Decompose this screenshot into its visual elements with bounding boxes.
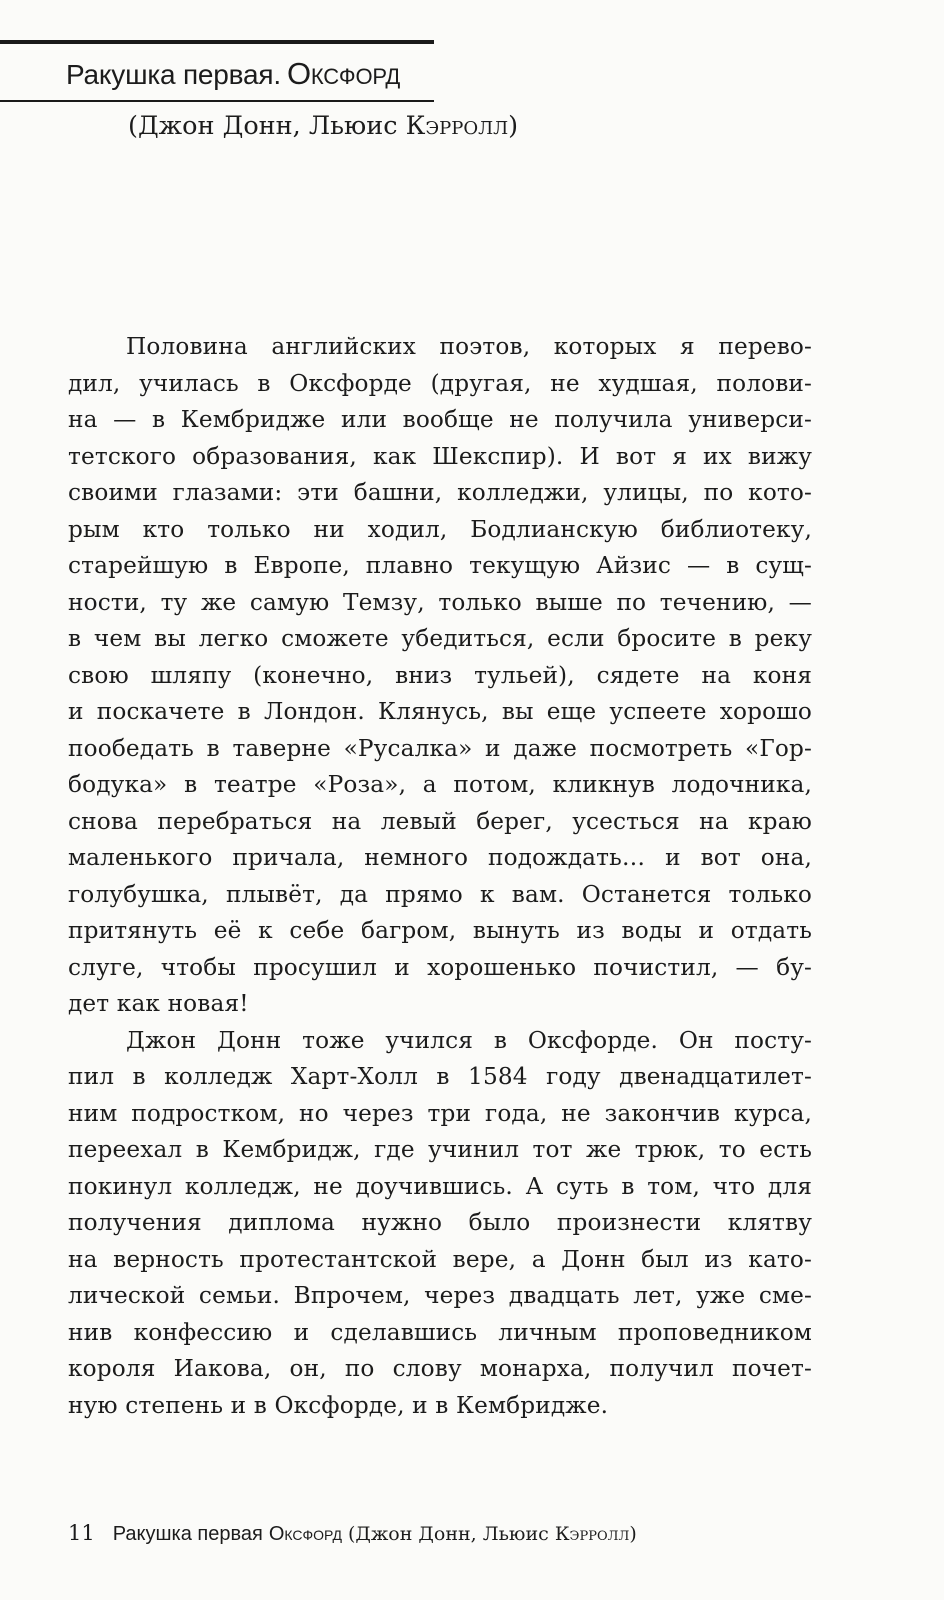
text-line: переехал в Кембридж, где учинил тот же трюк, то есть (68, 1136, 812, 1163)
text-line: ности, ту же самую Темзу, только выше по течению, — (68, 588, 812, 616)
footer-subtitle-name: Кэрролл (554, 1523, 630, 1545)
body-text (68, 329, 812, 1424)
text-line: ним подростком, но через три года, не закончив курса, (68, 1099, 812, 1127)
text-line: маленького причала, немного подождать… и вот она, (68, 844, 812, 871)
subtitle-close: ) (508, 111, 519, 141)
text-line: пил в колледж Харт-Холл в 1584 году двенадцатилет- (68, 1063, 812, 1090)
text-line: пообедать в таверне «Русалка» и даже посмотреть «Гор- (68, 734, 812, 762)
text-line: дет как новая! (68, 990, 249, 1017)
text-line: покинул колледж, не доучившись. А суть в том, что для (68, 1172, 812, 1200)
text-line: старейшую в Европе, плавно текущую Айзис — в сущ- (68, 552, 812, 579)
footer-subtitle (348, 1523, 637, 1545)
text-line: получения диплома нужно было произнести клятву (68, 1209, 812, 1236)
text-line: Половина английских поэтов, которых я перево- (126, 333, 812, 360)
text-line: лической семьи. Впрочем, через двадцать лет, уже сме- (68, 1282, 812, 1309)
chapter-heading (66, 56, 400, 92)
text-line: нив конфессию и сделавшись личным проповедником (68, 1318, 812, 1346)
text-line: бодука» в театре «Роза», а потом, кликнув лодочника, (68, 771, 812, 798)
text-line: и поскачете в Лондон. Клянусь, вы еще успеете хорошо (68, 698, 812, 725)
text-line: снова перебраться на левый берег, усесться на краю (68, 807, 812, 835)
footer-subtitle-text: (Джон Донн, Льюис (347, 1523, 555, 1545)
header-top-rule (0, 40, 434, 44)
chapter-city: Оксфорд (286, 56, 401, 91)
text-line: короля Иакова, он, по слову монарха, получил почет- (68, 1355, 812, 1382)
text-line: на верность протестантской вере, а Донн был из като- (68, 1245, 812, 1273)
paragraph (68, 1023, 812, 1425)
text-line: ную степень и в Оксфорде, и в Кембридже. (68, 1391, 609, 1419)
footer-city: Оксфорд (268, 1523, 342, 1545)
text-line: Джон Донн тоже учился в Оксфорде. Он посту- (126, 1026, 812, 1054)
subtitle-name: Кэрролл (405, 111, 509, 141)
header-bottom-rule (0, 100, 434, 102)
page-number: 11 (68, 1521, 95, 1545)
text-line: на — в Кембридже или вообще не получила универси- (68, 406, 812, 433)
text-line: своими глазами: эти башни, колледжи, улицы, по кото- (68, 479, 812, 506)
text-line: дил, училась в Оксфорде (другая, не худшая, полови- (68, 369, 812, 397)
text-line: тетского образования, как Шекспир). И вот я их вижу (68, 442, 812, 470)
footer-subtitle-close: ) (629, 1523, 637, 1545)
text-line: в чем вы легко сможете убедиться, если бросите в реку (68, 625, 812, 652)
footer-chapter: Ракушка первая (112, 1523, 263, 1545)
text-line: голубушка, плывёт, да прямо к вам. Останется только (68, 880, 812, 908)
text-line: рым кто только ни ходил, Бодлианскую библиотеку, (68, 515, 812, 543)
text-line: свою шляпу (конечно, вниз тульей), сядете на коня (68, 661, 812, 689)
subtitle-text: (Джон Донн, Льюис (128, 111, 406, 141)
chapter-subtitle (128, 111, 518, 141)
chapter-label: Ракушка первая. (66, 59, 281, 90)
text-line: слуге, чтобы просушил и хорошенько почистил, — бу- (68, 953, 812, 981)
running-footer (68, 1521, 637, 1546)
text-line: притянуть её к себе багром, вынуть из воды и отдать (68, 917, 812, 944)
paragraph (68, 329, 812, 1023)
